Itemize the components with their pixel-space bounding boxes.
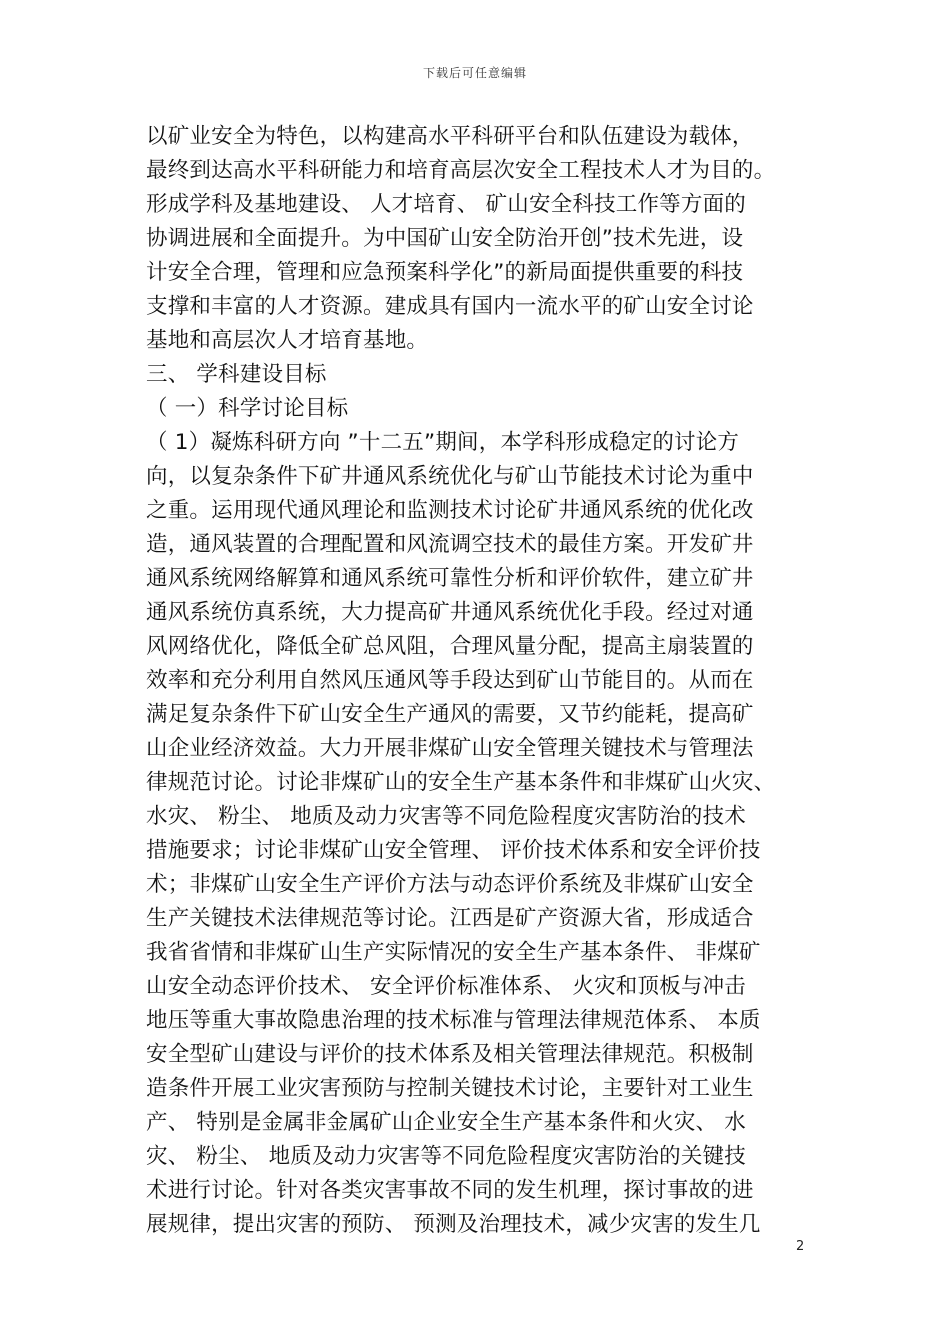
text-line: 水灾、 粉尘、 地质及动力灾害等不同危险程度灾害防治的技术 — [146, 804, 746, 829]
text-line: 三、 学科建设目标 — [146, 362, 327, 387]
text-line: 地压等重大事故隐患治理的技术标准与管理法律规范体系、 本质 — [146, 1008, 761, 1033]
text-line: 基地和高层次人才培育基地。 — [146, 328, 429, 353]
page-number: 2 — [796, 1239, 805, 1254]
text-line: 风网络优化，降低全矿总风阻，合理风量分配，提高主扇装置的 — [146, 634, 754, 659]
text-line: 造，通风装置的合理配置和风流调空技术的最佳方案。开发矿井 — [146, 532, 754, 557]
text-line: 山企业经济效益。大力开展非煤矿山安全管理关键技术与管理法 — [146, 736, 754, 761]
text-line: 律规范讨论。讨论非煤矿山的安全生产基本条件和非煤矿山火灾、 — [146, 770, 776, 795]
text-line: （ 1）凝炼科研方向 ”十二五”期间，本学科形成稳定的讨论方 — [146, 430, 740, 455]
text-line: 协调进展和全面提升。为中国矿山安全防治开创”技术先进，设 — [146, 226, 744, 251]
text-line: 计安全合理，管理和应急预案科学化”的新局面提供重要的科技 — [146, 260, 744, 285]
text-line: 效率和充分利用自然风压通风等手段达到矿山节能目的。从而在 — [146, 668, 754, 693]
text-line: 术进行讨论。针对各类灾害事故不同的发生机理，探讨事故的进 — [146, 1178, 754, 1203]
text-line: 术；非煤矿山安全生产评价方法与动态评价系统及非煤矿山安全 — [146, 872, 754, 897]
text-line: 灾、 粉尘、 地质及动力灾害等不同危险程度灾害防治的关键技 — [146, 1144, 746, 1169]
text-line: 支撑和丰富的人才资源。建成具有国内一流水平的矿山安全讨论 — [146, 294, 754, 319]
page-header: 下载后可任意编辑 — [422, 66, 527, 80]
text-line: 最终到达高水平科研能力和培育高层次安全工程技术人才为目的。 — [146, 158, 776, 183]
text-line: 我省省情和非煤矿山生产实际情况的安全生产基本条件、 非煤矿 — [146, 940, 761, 965]
text-line: 产、 特别是金属非金属矿山企业安全生产基本条件和火灾、 水 — [146, 1110, 746, 1135]
text-line: 形成学科及基地建设、 人才培育、 矿山安全科技工作等方面的 — [146, 192, 746, 217]
text-line: 措施要求；讨论非煤矿山安全管理、 评价技术体系和安全评价技 — [146, 838, 761, 863]
text-line: 以矿业安全为特色，以构建高水平科研平台和队伍建设为载体， — [146, 124, 754, 149]
text-line: 展规律，提出灾害的预防、 预测及治理技术，减少灾害的发生几 — [146, 1212, 761, 1237]
text-line: 通风系统网络解算和通风系统可靠性分析和评价软件，建立矿井 — [146, 566, 754, 591]
body-text — [146, 120, 826, 1242]
text-line: 造条件开展工业灾害预防与控制关键技术讨论，主要针对工业生 — [146, 1076, 754, 1101]
text-line: 生产关键技术法律规范等讨论。江西是矿产资源大省，形成适合 — [146, 906, 754, 931]
text-line: 山安全动态评价技术、 安全评价标准体系、 火灾和顶板与冲击 — [146, 974, 746, 999]
text-line: 之重。运用现代通风理论和监测技术讨论矿井通风系统的优化改 — [146, 498, 754, 523]
text-line: 安全型矿山建设与评价的技术体系及相关管理法律规范。积极制 — [146, 1042, 754, 1067]
text-line: 通风系统仿真系统，大力提高矿井通风系统优化手段。经过对通 — [146, 600, 754, 625]
text-line: 向，以复杂条件下矿井通风系统优化与矿山节能技术讨论为重中 — [146, 464, 754, 489]
text-line: 满足复杂条件下矿山安全生产通风的需要，又节约能耗，提高矿 — [146, 702, 754, 727]
text-line: （ 一）科学讨论目标 — [146, 396, 349, 421]
